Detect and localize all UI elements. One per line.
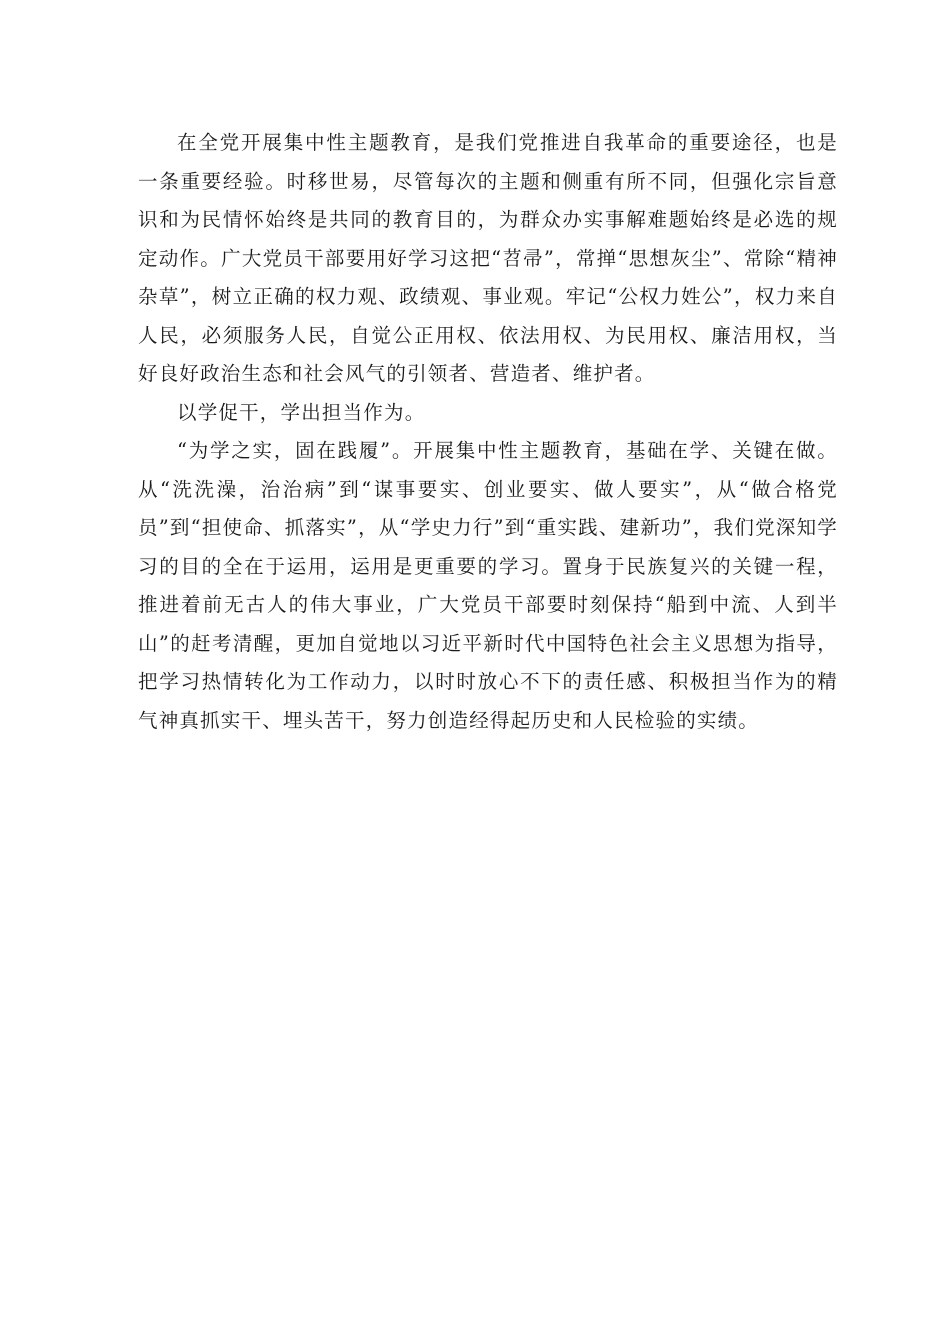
- paragraph-section-heading: 以学促干，学出担当作为。: [177, 400, 426, 424]
- document-body: [138, 124, 838, 740]
- paragraph-practice: “为学之实，固在践履”。开展集中性主题教育，基础在学、关键在做。从“洗洗澡，治治病”到“谋事要实、创业要实、做人要实”，从“做合格党员”到“担使命、抓落实”，从“学史力行”到“重实践、建新功”，我们党深知学习的目的全在于运用，运用是更重要的学习。置身于民族复兴的关键一程，推进着前无古人的伟大事业，广大党员干部要时刻保持“船到中流、人到半山”的赶考清醒，更加自觉地以习近平新时代中国特色社会主义思想为指导，把学习热情转化为工作动力，以时时放心不下的责任感、积极担当作为的精气神真抓实干、埋头苦干，努力创造经得起历史和人民检验的实绩。: [138, 439, 838, 732]
- paragraph-self-revolution: 在全党开展集中性主题教育，是我们党推进自我革命的重要途径，也是一条重要经验。时移世易，尽管每次的主题和侧重有所不同，但强化宗旨意识和为民情怀始终是共同的教育目的，为群众办实事解难题始终是必选的规定动作。广大党员干部要用好学习这把“苕帚”，常掸“思想灰尘”、常除“精神杂草”，树立正确的权力观、政绩观、事业观。牢记“公权力姓公”，权力来自人民，必须服务人民，自觉公正用权、依法用权、为民用权、廉洁用权，当好良好政治生态和社会风气的引领者、营造者、维护者。: [138, 131, 838, 385]
